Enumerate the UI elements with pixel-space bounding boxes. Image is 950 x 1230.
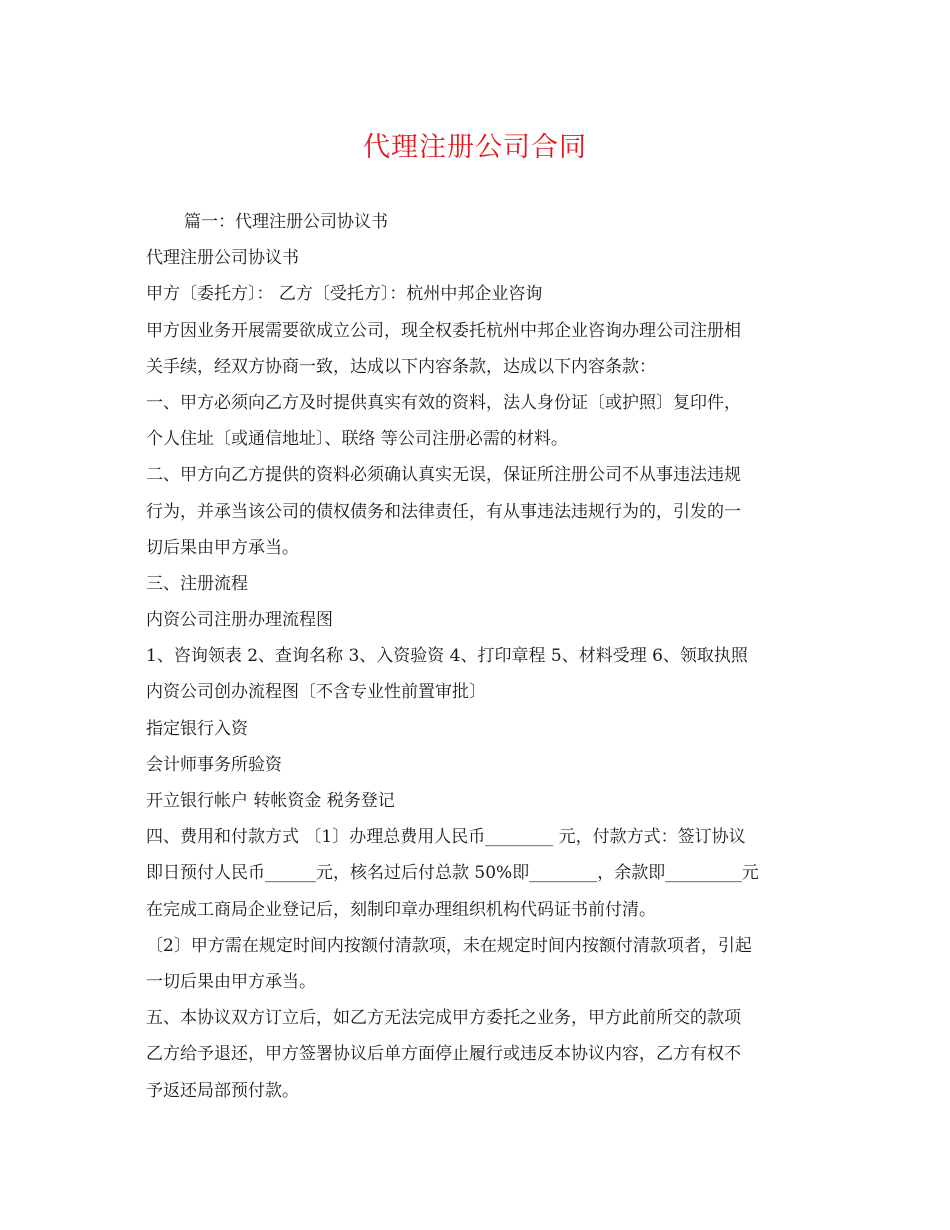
document-title: 代理注册公司合同 <box>363 132 587 163</box>
clause-5-line: 五、本协议双方订立后，如乙方无法完成甲方委托之业务，甲方此前所交的款项 <box>146 1008 741 1029</box>
section-heading: 篇一：代理注册公司协议书 <box>184 212 388 232</box>
clause-4-line: 在完成工商局企业登记后，刻制印章办理组织机构代码证书前付清。 <box>146 899 656 920</box>
clause-1-line: 一、甲方必须向乙方及时提供真实有效的资料，法人身份证〔或护照〕复印件， <box>146 392 741 413</box>
flowchart-subtitle: 内资公司创办流程图〔不含专业性前置审批〕 <box>146 682 486 703</box>
clause-1-line: 个人住址〔或通信地址〕、联络 等公司注册必需的材料。 <box>146 429 568 450</box>
flow-step-line: 指定银行入资 <box>146 718 248 739</box>
document-body <box>146 204 816 1109</box>
clause-4-line: 四、费用和付款方式 〔1〕办理总费用人民币________ 元，付款方式：签订协议 <box>146 827 746 848</box>
clause-5-line: 乙方给予退还，甲方签署协议后单方面停止履行或违反本协议内容，乙方有权不 <box>146 1044 741 1065</box>
agreement-title: 代理注册公司协议书 <box>146 248 299 269</box>
clause-2-line: 切后果由甲方承当。 <box>146 537 299 558</box>
clause-4-2-line: 〔2〕甲方需在规定时间内按额付清款项，未在规定时间内按额付清款项者，引起 <box>146 935 752 956</box>
clause-5-line: 予返还局部预付款。 <box>146 1080 299 1101</box>
clause-2-line: 行为，并承当该公司的债权债务和法律责任，有从事违法违规行为的，引发的一 <box>146 501 741 522</box>
flow-step-line: 开立银行帐户 转帐资金 税务登记 <box>146 791 395 811</box>
clause-2-line: 二、甲方向乙方提供的资料必须确认真实无误，保证所注册公司不从事违法违规 <box>146 465 741 486</box>
clause-4-2-line: 一切后果由甲方承当。 <box>146 971 316 992</box>
flow-step-line: 会计师事务所验资 <box>146 754 282 775</box>
parties-line: 甲方〔委托方〕： 乙方〔受托方〕：杭州中邦企业咨询 <box>146 284 543 305</box>
clause-4-line: 即日预付人民币______元，核名过后付总款 50%即________，余款即_________元 <box>146 863 759 884</box>
flowchart-title: 内资公司注册办理流程图 <box>146 610 333 631</box>
flow-steps-line: 1、咨询领表 2、查询名称 3、入资验资 4、打印章程 5、材料受理 6、领取执照 <box>146 646 748 667</box>
clause-3-heading: 三、注册流程 <box>146 573 248 594</box>
paragraph-line: 甲方因业务开展需要欲成立公司，现全权委托杭州中邦企业咨询办理公司注册相 <box>146 320 741 341</box>
paragraph-line: 关手续，经双方协商一致，达成以下内容条款，达成以下内容条款： <box>146 356 656 377</box>
